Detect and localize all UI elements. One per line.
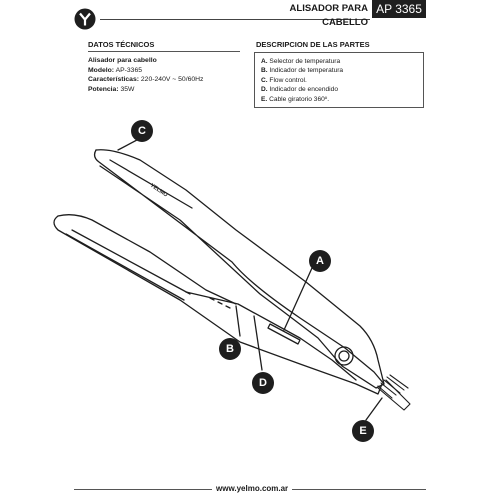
callout-leader-a (284, 268, 312, 330)
lower-arm-outline (54, 216, 382, 394)
parts-description-title: DESCRIPCION DE LAS PARTES (256, 40, 370, 49)
footer-website: www.yelmo.com.ar (216, 484, 289, 493)
model-code-badge: AP 3365 (372, 0, 426, 18)
document-title: ALISADOR PARA CABELLO (289, 3, 368, 28)
list-item: D. Indicador de encendido (261, 86, 338, 94)
body-panel (186, 292, 356, 380)
product-name: Alisador para cabello (88, 57, 157, 64)
lower-arm-top-edge (58, 215, 236, 304)
spec-row: Características: 220-240V ~ 50/60Hz (88, 76, 204, 83)
callout-b: B (219, 338, 241, 360)
list-item: B. Indicador de temperatura (261, 67, 344, 75)
callout-leader-b (236, 306, 240, 336)
footer-rule-left (74, 489, 212, 490)
list-item: C. Flow control. (261, 76, 307, 84)
spec-row: Modelo: AP-3365 (88, 66, 143, 74)
lower-plate-inner (72, 230, 190, 294)
list-item: A. Selector de temperatura (261, 58, 341, 65)
callout-a: A (309, 250, 331, 272)
technical-data-title: DATOS TÉCNICOS (88, 40, 155, 49)
callout-c: C (131, 120, 153, 142)
callout-leader-d (254, 316, 262, 370)
callout-d: D (252, 372, 274, 394)
list-item: E. Cable giratorio 360º. (261, 95, 330, 103)
callout-e: E (352, 420, 374, 442)
flow-control-slot (268, 324, 300, 344)
spec-row: Potencia: 35W (88, 85, 135, 93)
callout-leader-e (366, 398, 382, 420)
lower-plate-outer (66, 234, 184, 300)
brand-mark: YELMO (148, 182, 169, 199)
footer-rule-right (292, 489, 426, 490)
temperature-dial (335, 347, 353, 365)
